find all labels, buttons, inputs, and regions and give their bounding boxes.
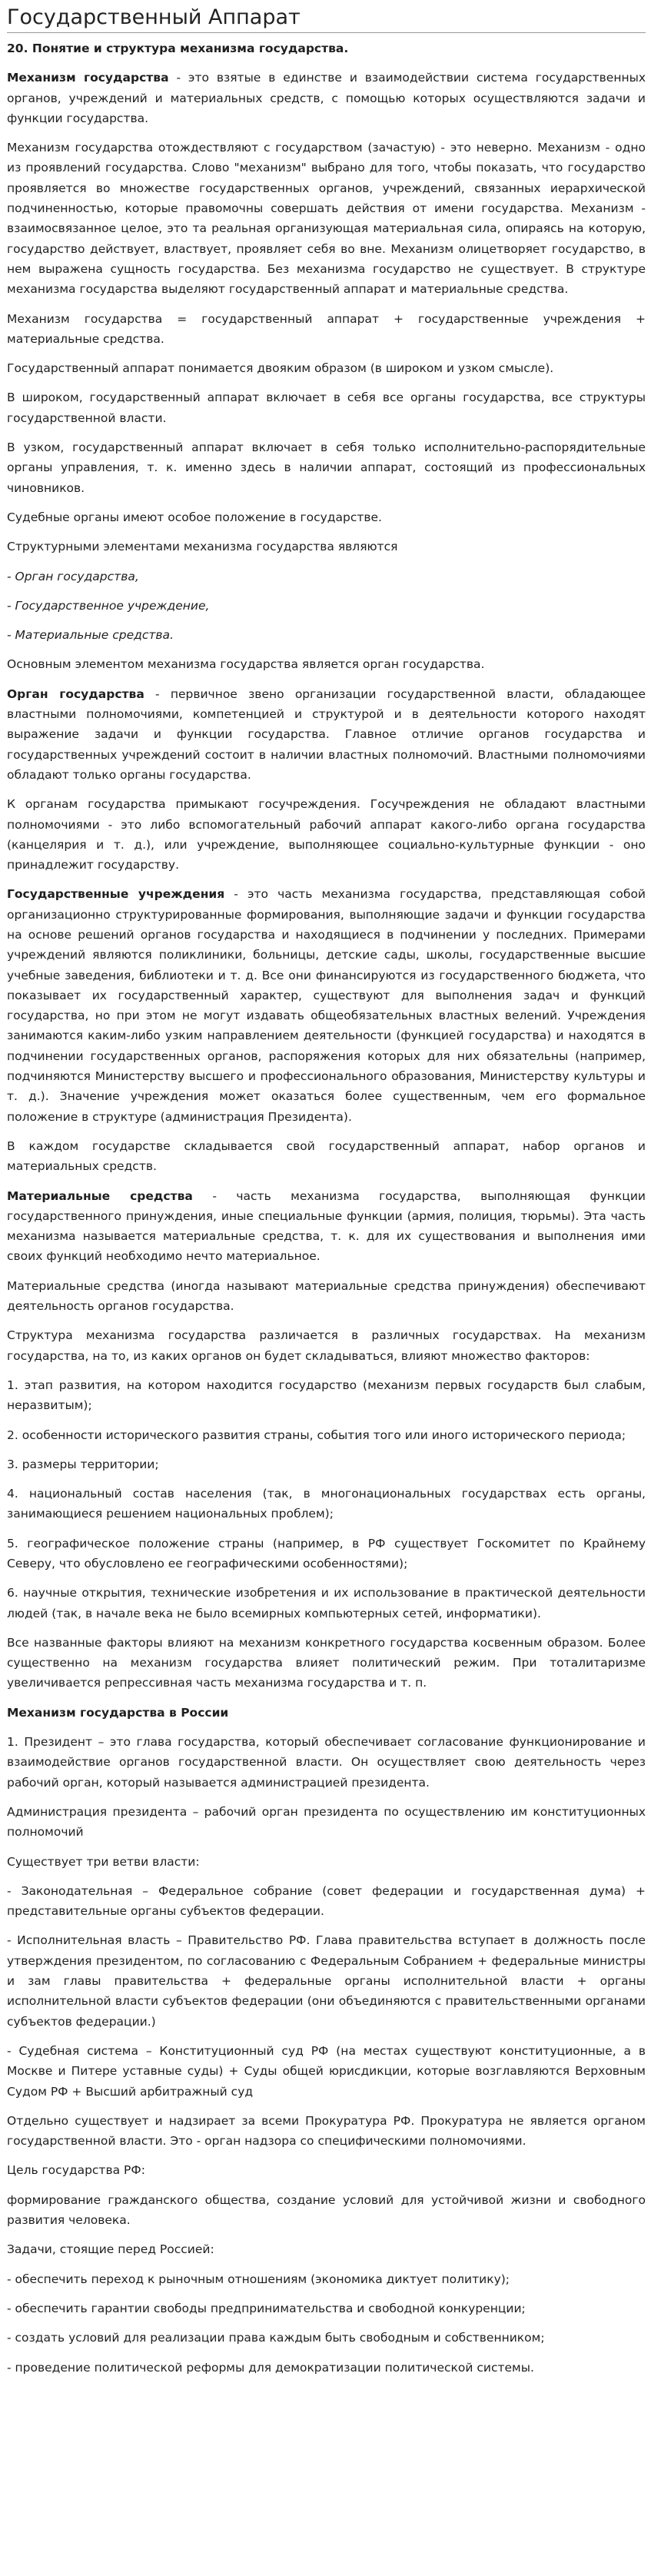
term-bold: Орган государства xyxy=(7,686,144,701)
paragraph: - Законодательная – Федеральное собрание (совет федерации и государственная дума) + представительные органы субъектов федерации. xyxy=(7,1883,646,1919)
paragraph: 1. Президент – это глава государства, который обеспечивает согласование функционирование и взаимодействие органов государственной власти. Он осуществляет свою деятельность через рабочий орган, который называется администрацией президента. xyxy=(7,1735,646,1790)
list-item: - Государственное учреждение, xyxy=(7,598,210,613)
paragraph: Задачи, стоящие перед Россией: xyxy=(7,2242,214,2257)
paragraph: 6. научные открытия, технические изобретения и их использование в практической деятельности людей (так, в начале века не было всемирных компьютерных сетей, информатики). xyxy=(7,1586,646,1620)
section-heading: 20. Понятие и структура механизма государства. xyxy=(7,42,349,55)
paragraph: - обеспечить переход к рыночным отношениям (экономика диктует политику); xyxy=(7,2272,510,2286)
paragraph: - проведение политической реформы для демократизации политической системы. xyxy=(7,2360,534,2375)
paragraph: Администрация президента – рабочий орган президента по осуществлению им конституционных полномочий xyxy=(7,1804,646,1840)
list-item: - Материальные средства. xyxy=(7,628,174,643)
term-bold: Материальные средства xyxy=(7,1188,193,1203)
paragraph: В узком, государственный аппарат включает в себя только исполнительно-распорядительные органы управления, т. к. именно здесь в наличии аппарат, состоящий из профессиональных чиновников. xyxy=(7,440,646,495)
paragraph: Существует три ветви власти: xyxy=(7,1854,200,1869)
term-bold: Государственные учреждения xyxy=(7,887,225,902)
paragraph: - обеспечить гарантии свободы предпринимательства и свободной конкуренции; xyxy=(7,2301,526,2315)
paragraph: Основным элементом механизма государства является орган государства. xyxy=(7,657,485,672)
paragraph-text: - часть механизма государства, выполняющая функции государственного принуждения, иные специальные функции (армия, полиция, тюрьмы). Эта часть механизма называется материальные средства, т. к. для их существования и выполнения ими своих функций необходимо нечто материальное. xyxy=(7,1188,646,1264)
document-body xyxy=(7,38,646,2378)
paragraph-text: - это часть механизма государства, представляющая собой организационно структурированные формирования, выполняющие задачи и функции государства на основе решений органов государства и находящиеся в подчинении у последних. Примерами учреждений являются поликлиники, больницы, детские сады, школы, государственные высшие учебные заведения, библиотеки и т. д. Все они финансируются из государственного бюджета, что показывает их государственный характер, существуют для выполнения задач и функций государства, но при этом не могут издавать общеобязательных властных велений. Учреждения занимаются каким-либо узким направлением деятельности (функцией государства) и находятся в подчинении государственных органов, распоряжения которых для них обязательны (например, подчиняются Министерству высшего и профессионального образования, Министерству культуры и т. д.). Значение учреждения может оказаться более существенным, чем его формальное положение в структуре (администрация Президента). xyxy=(7,887,646,1124)
paragraph: - Судебная система – Конституционный суд РФ (на местах существуют конституционные, а в Москве и Питере уставные суды) + Суды общей юрисдикции, которые возглавляются Верховным Судом РФ + Высший арбитражный суд xyxy=(7,2043,646,2099)
paragraph: Материальные средства (иногда называют материальные средства принуждения) обеспечивают деятельность органов государства. xyxy=(7,1278,646,1314)
list-item: - Орган государства, xyxy=(7,569,139,583)
paragraph: 2. особенности исторического развития страны, события того или иного исторического периода; xyxy=(7,1428,626,1442)
paragraph xyxy=(7,684,646,785)
paragraph: 1. этап развития, на котором находится государство (механизм первых государств был слабым, неразвитым); xyxy=(7,1378,646,1413)
paragraph: Государственный аппарат понимается двояким образом (в широком и узком смысле). xyxy=(7,361,554,376)
paragraph: Механизм государства = государственный аппарат + государственные учреждения + материальные средства. xyxy=(7,311,646,346)
paragraph: Цель государства РФ: xyxy=(7,2163,145,2178)
paragraph xyxy=(7,68,646,128)
paragraph: - Исполнительная власть – Правительство РФ. Глава правительства вступает в должность после утверждения президентом, по согласованию с Федеральным Собранием + федеральные министры и зам главы правительства + федеральные органы исполнительной власти + органы исполнительной власти субъектов федерации (они объединяются с правительственными органами субъектов федерации.) xyxy=(7,1933,646,2029)
paragraph: - создать условий для реализации права каждым быть свободным и собственником; xyxy=(7,2331,545,2345)
paragraph: К органам государства примыкают госучреждения. Госучреждения не обладают властными полномочиями - это либо вспомогательный рабочий аппарат какого-либо органа государства (канцелярия и т. д.), или учреждение, выполняющее социально-культурные функции - оно принадлежит государству. xyxy=(7,797,646,873)
paragraph-text: - первичное звено организации государственной власти, обладающее властными полномочиями, компетенцией и структурой и в деятельности которого находят выражение задачи и функции государства. Главное отличие органов государства и государственных учреждений состоит в наличии властных полномочий. Властными полномочиями обладают только органы государства. xyxy=(7,686,646,782)
paragraph-text: - это взятые в единстве и взаимодействии система государственных органов, учреждений и материальных средств, с помощью которых осуществляются задачи и функции государства. xyxy=(7,71,646,125)
section-heading: Механизм государства в России xyxy=(7,1705,229,1720)
paragraph: 5. географическое положение страны (например, в РФ существует Госкомитет по Крайнему Северу, что обусловлено ее географическими особенностями); xyxy=(7,1536,646,1571)
paragraph: Структура механизма государства различается в различных государствах. На механизм государства, на то, из каких органов он будет складываться, влияют множество факторов: xyxy=(7,1328,646,1363)
term-bold: Механизм государства xyxy=(7,71,169,85)
paragraph xyxy=(7,1186,646,1267)
paragraph: Судебные органы имеют особое положение в государстве. xyxy=(7,510,382,524)
paragraph: 3. размеры территории; xyxy=(7,1457,159,1471)
paragraph: В каждом государстве складывается свой государственный аппарат, набор органов и материальных средств. xyxy=(7,1138,646,1174)
paragraph: формирование гражданского общества, создание условий для устойчивой жизни и свободного развития человека. xyxy=(7,2192,646,2228)
title-divider xyxy=(7,32,646,33)
page-title: Государственный Аппарат xyxy=(7,5,301,29)
paragraph: В широком, государственный аппарат включает в себя все органы государства, все структуры государственной власти. xyxy=(7,391,646,425)
paragraph: Отдельно существует и надзирает за всеми Прокуратура РФ. Прокуратура не является органом государственной власти. Это - орган надзора со специфическими полномочиями. xyxy=(7,2113,646,2149)
paragraph: Механизм государства отождествляют с государством (зачастую) - это неверно. Механизм - одно из проявлений государства. Слово "механизм" выбрано для того, чтобы показать, что государство проявляется во множестве государственных органов, учреждений, связанных иерархической подчиненностью, которые правомочны совершать действия от имени государства. Механизм - взаимосвязанное целое, это та реальная организующая материальная сила, опираясь на которую, государство действует, властвует, проявляет себя во вне. Механизм олицетворяет государство, в нем выражена сущность государства. Без механизма государство не существует. В структуре механизма государства выделяют государственный аппарат и материальные средства. xyxy=(7,141,646,297)
paragraph: Структурными элементами механизма государства являются xyxy=(7,540,398,554)
paragraph: Все названные факторы влияют на механизм конкретного государства косвенным образом. Более существенно на механизм государства влияет политический режим. При тоталитаризме увеличивается репрессивная часть механизма государства и т. п. xyxy=(7,1635,646,1690)
paragraph xyxy=(7,884,646,1127)
paragraph: 4. национальный состав населения (так, в многонациональных государствах есть органы, занимающиеся решением национальных проблем); xyxy=(7,1487,646,1521)
